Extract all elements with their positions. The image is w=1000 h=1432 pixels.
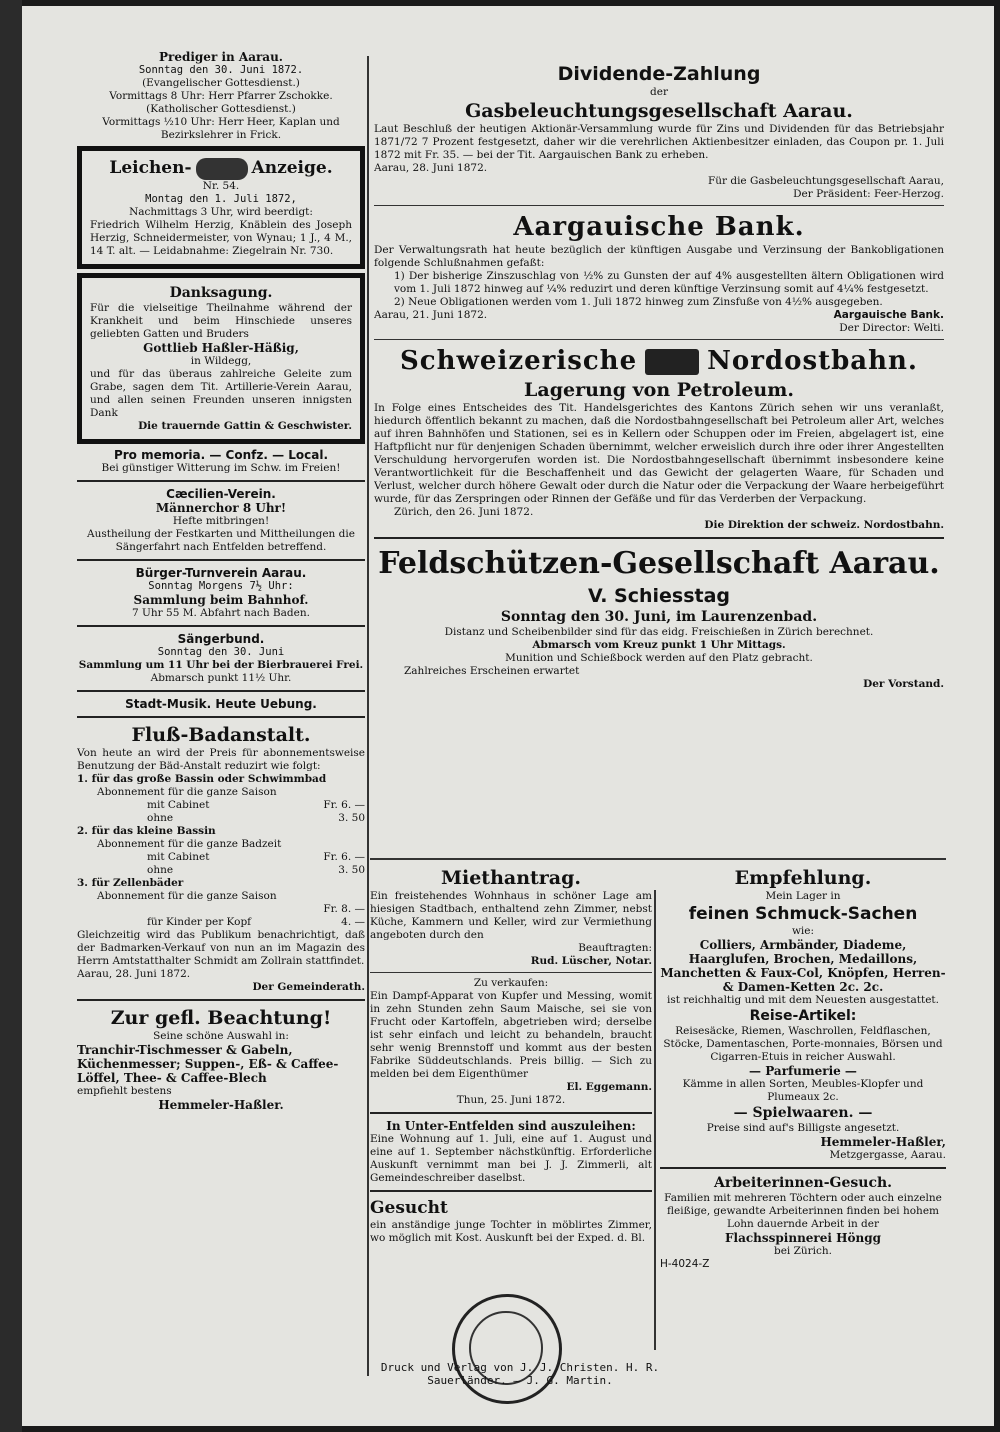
price-value: Fr. 8. — xyxy=(323,902,365,915)
divider xyxy=(374,205,944,206)
left-column xyxy=(77,6,365,1356)
feld-line: Abmarsch vom Kreuz punkt 1 Uhr Mittags. xyxy=(532,639,786,651)
turn-line: 7 Uhr 55 M. Abfahrt nach Baden. xyxy=(132,606,310,619)
turn-line: Sonntag Morgens 7½ Uhr: xyxy=(148,579,294,592)
beachtung-products: Tranchir-Tischmesser & Gabeln, Küchenmesser; Suppen-, Eß- & Caffee-Löffel, Thee- & Caffee-Blech xyxy=(77,1042,339,1085)
dividende-notice xyxy=(374,62,944,201)
feld-line: Munition und Schießbock werden auf den Platz gebracht. xyxy=(505,652,813,664)
dividende-title: Dividende-Zahlung xyxy=(557,63,761,85)
fluss-date: Aarau, 28. Juni 1872. xyxy=(77,967,191,980)
empf-products: Colliers, Armbänder, Diademe, Haarglufen, Brochen, Medaillons, Manchetten & Faux-Col, Knöpfen, Herren- & Damen-Ketten 2c. 2c. xyxy=(660,938,946,994)
imprint-footer: Druck und Verlag von J. J. Christen. H. R. Sauerländer. — J. G. Martin. xyxy=(380,1361,660,1387)
column-rule xyxy=(367,56,369,1376)
leichen-anzeige xyxy=(77,146,365,269)
leichen-number: Nr. 54. xyxy=(202,179,240,192)
dividende-signature: Für die Gasbeleuchtungsgesellschaft Aarau, xyxy=(707,175,944,187)
fluss-item: 1. für das große Bassin oder Schwimmbad xyxy=(77,772,327,785)
memo-title: Pro memoria. — Confz. — Local. xyxy=(113,447,329,462)
nob-date: Zürich, den 26. Juni 1872. xyxy=(394,506,534,518)
feld-line: Distanz und Scheibenbilder sind für das eidg. Freischießen in Zürich berechnet. xyxy=(444,626,874,638)
feldschuetzen-notice xyxy=(374,544,944,691)
price-label: mit Cabinet xyxy=(147,798,210,811)
dividende-text: Laut Beschluß der heutigen Aktionär-Versammlung wurde für Zins und Dividenden für das Betriebsjahr 1871/72 7 Prozent festgesetzt, daher wir die verehrlichen Aktienbesitzer einladen, das Coupon pr. 1. Juli 1872 mit Fr. 35. — bei der Tit. Aargauischen Bank zu erheben. xyxy=(374,123,944,161)
nob-title-a: Schweizerische xyxy=(400,346,638,376)
price-row xyxy=(77,864,365,877)
price-row xyxy=(77,812,365,825)
danksagung xyxy=(77,273,365,444)
price-value: 4. — xyxy=(341,915,365,928)
empf-line: ist reichhaltig und mit dem Neuesten ausgestattet. xyxy=(667,994,939,1006)
verkauf-date: Thun, 25. Juni 1872. xyxy=(456,1094,566,1106)
gesucht-text: ein anständige junge Tochter in möblirtes Zimmer, wo möglich mit Kost. Auskunft bei der Exped. d. Bl. xyxy=(370,1219,652,1244)
divider xyxy=(77,999,365,1001)
fluss-signature: Der Gemeinderath. xyxy=(252,980,365,993)
memo-text: Bei günstiger Witterung im Schw. im Freien! xyxy=(101,461,341,474)
price-label: ohne xyxy=(147,863,174,876)
nob-title-b: Nordostbahn. xyxy=(707,346,918,376)
saenger-line: Sammlung um 11 Uhr bei der Bierbrauerei Frei. xyxy=(78,658,364,671)
nob-signature: Die Direktion der schweiz. Nordostbahn. xyxy=(704,519,944,531)
bank-intro: Der Verwaltungsrath hat heute bezüglich der künftigen Ausgabe und Verzinsung der Bankobligationen folgende Schlußnahmen gefaßt: xyxy=(374,244,944,269)
bank-notice xyxy=(374,210,944,335)
dank-name: Gottlieb Haßler-Häßig, xyxy=(143,340,299,355)
empf-spielwaaren: — Spielwaaren. — xyxy=(733,1105,873,1121)
saenger-line: Abmarsch punkt 11½ Uhr. xyxy=(150,671,292,684)
gesucht-title: Gesucht xyxy=(370,1198,448,1218)
fluss-notice: Gleichzeitig wird das Publikum benachrichtigt, daß der Badmarken-Verkauf von nun an im Magazin des Herrn Amtstatthalter Schmidt am Zollrain stattfindet. xyxy=(77,928,365,967)
dividende-der: der xyxy=(650,86,668,98)
prediger-notice xyxy=(77,50,365,142)
miet-text: Ein freistehendes Wohnhaus in schöner Lage am hiesigen Stadtbach, enthaltend zehn Zimmer, nebst Küche, Kammern und Keller, wird zur Vermiethung angeboten durch den xyxy=(370,890,652,941)
caecilien-sub: Männerchor 8 Uhr! xyxy=(155,500,287,515)
caecilien-title: Cæcilien-Verein. xyxy=(166,486,276,501)
bank-director: Der Director: Welti. xyxy=(839,322,944,334)
nordostbahn-notice xyxy=(374,344,944,532)
prediger-title: Prediger in Aarau. xyxy=(158,50,283,64)
beachtung-line: Seine schöne Auswahl in: xyxy=(153,1029,289,1042)
price-value: 3. 50 xyxy=(338,863,365,876)
saenger-title: Sängerbund. xyxy=(177,631,265,646)
fluss-item-detail: Abonnement für die ganze Saison xyxy=(97,889,277,902)
dank-text: und für das überaus zahlreiche Geleite zum Grabe, sagen dem Tit. Artillerie-Verein Aarau, und allen seinen Freunden unseren innigsten Dank xyxy=(90,367,352,419)
feld-signature: Der Vorstand. xyxy=(863,678,944,690)
verkauf-signature: El. Eggemann. xyxy=(566,1081,652,1093)
saenger-line: Sonntag den 30. Juni xyxy=(157,645,285,658)
empf-line: Reisesäcke, Riemen, Waschrollen, Feldflaschen, Stöcke, Damentaschen, Porte-monnaies, Börsen und Cigarren-Etuis in reicher Auswahl. xyxy=(663,1025,943,1063)
prediger-line: (Evangelischer Gottesdienst.) xyxy=(142,77,300,89)
bottom-right-column xyxy=(660,866,946,1356)
divider xyxy=(77,716,365,718)
column-rule-lower xyxy=(654,890,656,1350)
divider xyxy=(374,339,944,340)
divider xyxy=(77,480,365,482)
price-value: Fr. 6. — xyxy=(323,850,365,863)
right-column xyxy=(374,6,944,861)
divider xyxy=(374,537,944,539)
empf-heading: feinen Schmuck-Sachen xyxy=(688,904,918,924)
divider xyxy=(77,625,365,627)
divider xyxy=(77,690,365,692)
dank-signature: Die trauernde Gattin & Geschwister. xyxy=(138,419,352,432)
empf-line: Preise sind auf's Billigste angesetzt. xyxy=(706,1122,900,1134)
miet-signature: Rud. Lüscher, Notar. xyxy=(530,955,652,967)
price-row xyxy=(77,799,365,812)
caecilien-line: Austheilung der Festkarten und Mittheilungen die Sängerfahrt nach Entfelden betreffend. xyxy=(87,527,355,553)
empf-title: Empfehlung. xyxy=(734,867,872,889)
price-row xyxy=(77,851,365,864)
verkauf-title: Zu verkaufen: xyxy=(473,977,549,989)
leichen-time: Nachmittags 3 Uhr, wird beerdigt: xyxy=(129,205,313,218)
empf-line: Mein Lager in xyxy=(765,890,841,902)
bank-point: 2) Neue Obligationen werden vom 1. Juli 1872 hinweg zum Zinsfuße von 4½% ausgegeben. xyxy=(394,296,883,308)
fluss-item-detail: Abonnement für die ganze Badzeit xyxy=(97,837,282,850)
price-label: für Kinder per Kopf xyxy=(147,915,252,928)
leichen-date: Montag den 1. Juli 1872, xyxy=(145,192,297,205)
empf-parfumerie: — Parfumerie — xyxy=(749,1064,857,1078)
turn-title: Bürger-Turnverein Aarau. xyxy=(135,565,307,580)
bottom-left-column xyxy=(370,866,652,1356)
fluss-intro: Von heute an wird der Preis für abonnementsweise Benutzung der Bäd-Anstalt reduzirt wie folgt: xyxy=(77,746,365,772)
library-stamp xyxy=(452,1294,562,1404)
price-value: 3. 50 xyxy=(338,811,365,824)
musik-title: Stadt-Musik. Heute Uebung. xyxy=(125,696,317,711)
dank-text: Für die vielseitige Theilnahme während der Krankheit und beim Hinschiede unseres geliebten Gatten und Bruders xyxy=(90,301,352,340)
price-label: ohne xyxy=(147,811,174,824)
fluss-item-detail: Abonnement für die ganze Saison xyxy=(97,785,277,798)
entfelden-title: In Unter-Entfelden sind auszuleihen: xyxy=(386,1119,636,1133)
turn-line: Sammlung beim Bahnhof. xyxy=(133,592,309,607)
arbeit-text: Familien mit mehreren Töchtern oder auch einzelne fleißige, gewandte Arbeiterinnen finden bei hohem Lohn dauernde Arbeit in der xyxy=(664,1192,942,1230)
miet-by: Beauftragten: xyxy=(578,942,652,954)
fluss-item: 3. für Zellenbäder xyxy=(77,876,184,889)
dividende-signature: Der Präsident: Feer-Herzog. xyxy=(793,188,944,200)
bank-signature: Aargauische Bank. xyxy=(833,309,944,321)
nob-text: In Folge eines Entscheides des Tit. Handelsgerichtes des Kantons Zürich sehen wir uns veranlaßt, hiedurch öffentlich bekannt zu machen, daß die Nordostbahngesellschaft bei Petroleum aller Art, welches auf ihren Bahnhöfen und Stationen, sei es in Kellern oder Schuppen oder im Freien, abgelagert ist, eine Haftpflicht nur für denjenigen Schaden übernimmt, welcher erweislich durch ihre oder ihrer Angestellten Verschuldung hervorgerufen worden ist. Die Nordostbahngesellschaft übernimmt insbesondere keine Verantwortlichkeit für die Beschaffenheit und das Gewicht der gelagerten Waare, für Schaden und Verlust, welcher durch höhere Gewalt oder durch die Natur oder die Verpackung der Waare herbeigeführt wurde, für das Zerspringen oder Rinnen der Gefäße und für das Verderben der Verpackung. xyxy=(374,402,944,505)
bank-footer xyxy=(374,309,944,322)
ornament-icon xyxy=(196,158,248,180)
empf-signature: Hemmeler-Haßler, xyxy=(820,1135,946,1149)
beachtung-line: empfiehlt bestens xyxy=(77,1084,172,1097)
dividende-sub: Gasbeleuchtungsgesellschaft Aarau. xyxy=(465,100,853,122)
prediger-line: Vormittags ½10 Uhr: Herr Heer, Kaplan und Bezirkslehrer in Frick. xyxy=(102,116,340,141)
fluss-item: 2. für das kleine Bassin xyxy=(77,824,216,837)
leichen-title-a: Leichen- xyxy=(109,158,192,178)
feld-line: Zahlreiches Erscheinen erwartet xyxy=(404,665,580,677)
divider xyxy=(660,1167,946,1169)
empf-reise: Reise-Artikel: xyxy=(749,1008,857,1024)
prediger-date: Sonntag den 30. Juni 1872. xyxy=(138,64,304,76)
prediger-line: (Katholischer Gottesdienst.) xyxy=(146,103,296,115)
bank-title: Aargauische Bank. xyxy=(513,212,805,242)
beachtung-signature: Hemmeler-Haßler. xyxy=(158,1097,284,1112)
empf-line: wie: xyxy=(791,925,815,937)
beachtung-title: Zur gefl. Beachtung! xyxy=(110,1006,332,1029)
divider xyxy=(370,1112,652,1114)
locomotive-icon xyxy=(645,349,699,375)
feld-sub: V. Schiesstag xyxy=(587,585,731,607)
bank-point: 1) Der bisherige Zinszuschlag von ½% zu Gunsten der auf 4% ausgestellten ältern Obligationen wird vom 1. Juli 1872 hinweg auf ¼% reduzirt und deren künftige Verzinsung somit auf 4¼% festgesetzt. xyxy=(394,270,944,295)
fluss-title: Fluß-Badanstalt. xyxy=(131,723,311,746)
leichen-title-b: Anzeige. xyxy=(251,158,333,178)
feld-title: Feldschützen-Gesellschaft Aarau. xyxy=(378,546,940,581)
arbeit-code: H-4024-Z xyxy=(660,1258,710,1270)
prediger-line: Vormittags 8 Uhr: Herr Pfarrer Zschokke. xyxy=(109,90,333,102)
arbeit-place: bei Zürich. xyxy=(773,1245,833,1257)
entfelden-text: Eine Wohnung auf 1. Juli, eine auf 1. August und eine auf 1. September nächstkünftig. Erforderliche Auskunft vernimmt man bei J. J. Zimmerli, alt Gemeindeschreiber daselbst. xyxy=(370,1133,652,1184)
price-value: Fr. 6. — xyxy=(323,798,365,811)
empf-line: Kämme in allen Sorten, Meubles-Klopfer und Plumeaux 2c. xyxy=(682,1078,924,1103)
dank-title: Danksagung. xyxy=(169,284,273,301)
leichen-text: Friedrich Wilhelm Herzig, Knäblein des Joseph Herzig, Schneidermeister, von Wynau; 1 J., 4 M., 14 T. alt. — Leidabnahme: Ziegelrain Nr. 730. xyxy=(90,218,352,257)
empf-address: Metzgergasse, Aarau. xyxy=(829,1149,946,1161)
divider xyxy=(370,1190,652,1192)
feld-date: Sonntag den 30. Juni, im Laurenzenbad. xyxy=(500,609,818,625)
divider xyxy=(370,972,652,973)
nob-sub: Lagerung von Petroleum. xyxy=(524,379,794,401)
dank-place: in Wildegg, xyxy=(190,354,252,367)
arbeit-title: Arbeiterinnen-Gesuch. xyxy=(713,1175,893,1191)
price-label: mit Cabinet xyxy=(147,850,210,863)
caecilien-line: Hefte mitbringen! xyxy=(172,514,270,527)
dividende-date: Aarau, 28. Juni 1872. xyxy=(374,162,488,174)
price-row xyxy=(77,916,365,929)
verkauf-text: Ein Dampf-Apparat von Kupfer und Messing, womit in zehn Stunden zehn Saum Maische, sei sie von Frucht oder Kartoffeln, abgetrieben wird; derselbe ist sehr einfach und leicht zu behandeln, braucht sehr wenig Brennstoff und kommt aus der besten Fabrike Süddeutschlands. Preis billig. — Sich zu melden bei dem Eigenthümer xyxy=(370,990,652,1080)
newspaper-page xyxy=(22,6,994,1426)
divider xyxy=(77,559,365,561)
bank-date: Aarau, 21. Juni 1872. xyxy=(374,309,488,321)
arbeit-name: Flachsspinnerei Höngg xyxy=(725,1231,881,1245)
miet-title: Miethantrag. xyxy=(440,867,582,889)
book-spine xyxy=(0,0,22,1432)
